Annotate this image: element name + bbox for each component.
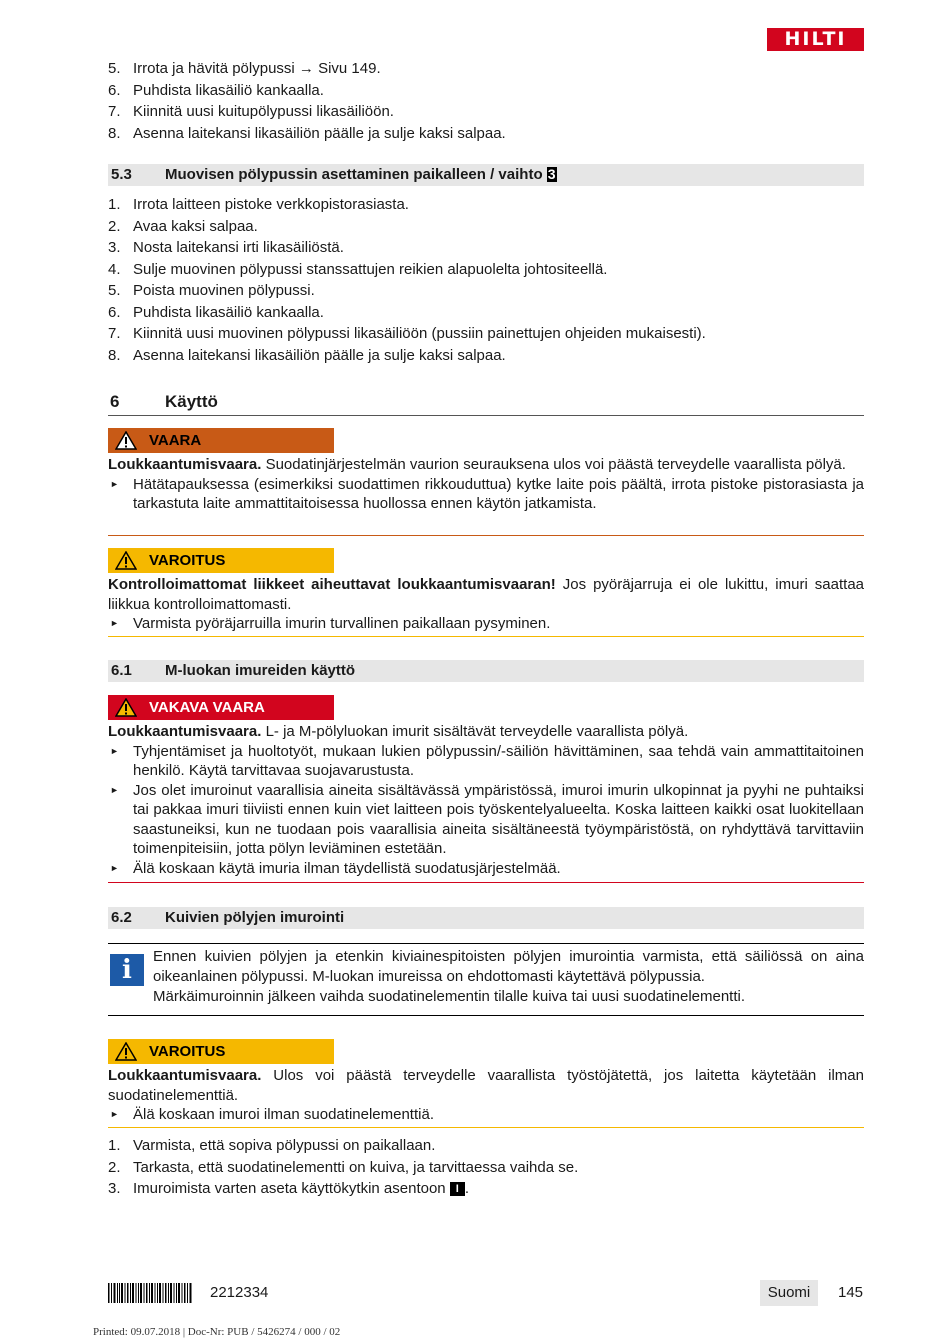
warning-body-4: Loukkaantumisvaara. Ulos voi päästä terveydelle vaarallista työstöjätettä, jos laitetta käytetään ilman suodatinelementtiä. ► Älä koskaan imuroi ilman suodatinelementtiä. xyxy=(108,1067,864,1123)
warning-body-2: Kontrolloimattomat liikkeet aiheuttavat loukkaantumisvaaran! Jos pyöräjarruja ei ole lukittu, imuri saattaa liikkua kontrolloimattomasti. ► Varmista pyöräjarruilla imurin turvallinen paikallaan pysyminen. xyxy=(108,576,865,632)
list-item: 5. Irrota ja hävitä pölypussi → Sivu 149. xyxy=(108,60,381,77)
warning-divider xyxy=(108,636,864,637)
print-info: Printed: 09.07.2018 | Doc-Nr: PUB / 5426274 / 000 / 02 xyxy=(93,1326,341,1338)
warning-body-3: Loukkaantumisvaara. L- ja M-pölyluokan imurit sisältävät terveydelle vaarallista pölyä. ► Tyhjentämiset ja huoltotyöt, mukaan lukien pölypussin/-säiliön hävittäminen, saa tehdä vain ammattitaitoinen henkilö. Käytä tarvittavaa suojavarustusta. ► Jos olet imuroinut vaarallisia aineita sisältävässä ympäristössä, imuroi imurin ulkopinnat ja pyyhi ne puhtaiksi tai pakkaa imuri tiiviisti ennen kuin viet laitteen pois työskentelyalueelta. Koska laitteen kaikki osat luokitellaan saastuneiksi, kun ne tuodaan pois vaarallisia aineita sisältäneestä työympäristöstä, on ryhdyttävä tarvittaviin toimenpiteisiin, jotta pölyn leviäminen estetään. ► Älä koskaan käytä imuria ilman täydellistä suodatusjärjestelmää. xyxy=(108,723,864,877)
section-heading-6-2: 6.2 Kuivien pölyjen imurointi xyxy=(108,907,864,929)
info-note xyxy=(108,943,864,1016)
language-label: Suomi xyxy=(760,1280,818,1306)
figure-ref-badge: 3 xyxy=(547,166,556,182)
list-item: 4. Sulje muovinen pölypussi stanssattujen reikien alapuolelta johtositeellä. xyxy=(108,260,608,278)
warning-label-serious-danger: VAKAVA VAARA xyxy=(108,695,334,720)
section-heading-6-1: 6.1 M-luokan imureiden käyttö xyxy=(108,660,864,682)
document-number: 2212334 xyxy=(210,1284,269,1301)
steps-list-5-3 xyxy=(108,194,864,366)
bullet-item: ► Älä koskaan imuroi ilman suodatinelementtiä. xyxy=(110,1106,434,1123)
page-number: 145 xyxy=(838,1284,864,1301)
warning-body-1: Loukkaantumisvaara. Suodatinjärjestelmän vaurion seurauksena ulos voi päästä terveydelle vaarallista pölyä. ► Hätätapauksessa (esimerkiksi suodattimen rikkouduttua) kytke laite pois päältä, irrota pistoke pistorasiasta ja tarkastuta laite ammattitaitoisessa huollossa ennen käytön jatkamista. xyxy=(108,456,864,512)
info-paragraph: Märkäimuroinnin jälkeen vaihda suodatinelementin tilalle kuiva tai uusi suodatinelementti. xyxy=(153,988,746,1005)
list-item: 7. Kiinnitä uusi kuitupölypussi likasäiliöön. xyxy=(108,103,394,120)
list-item: 2. Avaa kaksi salpaa. xyxy=(108,217,258,235)
warning-divider xyxy=(108,882,864,883)
warning-label-caution: VAROITUS xyxy=(108,548,334,573)
warning-triangle-icon xyxy=(115,698,137,717)
bullet-item: ► Hätätapauksessa (esimerkiksi suodattimen rikkouduttua) kytke laite pois päältä, irrota pistoke pistorasiasta ja tarkastuta laite ammattitaitoisessa huollossa ennen käytön jatkamista. xyxy=(110,475,864,512)
bullet-item: ► Jos olet imuroinut vaarallisia aineita sisältävässä ympäristössä, imuroi imurin ulkopinnat ja pyyhi ne puhtaiksi tai pakkaa imuri tiiviisti ennen kuin viet laitteen pois työskentelyalueelta. Koska laitteen kaikki osat luokitellaan saastuneiksi, kun ne tuodaan pois vaarallisia aineita sisältäneestä työympäristöstä, on ryhdyttävä tarvittaviin toimenpiteisiin, jotta pölyn leviäminen estetään. xyxy=(110,781,864,857)
list-item: 6. Puhdista likasäiliö kankaalla. xyxy=(108,81,324,99)
list-item: 7. Kiinnitä uusi muovinen pölypussi likasäiliöön (pussiin painettujen ohjeiden mukaisesti). xyxy=(108,325,706,342)
warning-triangle-icon xyxy=(115,431,137,450)
warning-label-danger: VAARA xyxy=(108,428,334,453)
warning-triangle-icon xyxy=(115,551,137,570)
steps-list-top xyxy=(108,58,864,144)
warning-divider xyxy=(108,535,864,536)
bullet-item: ► Älä koskaan käytä imuria ilman täydellistä suodatusjärjestelmää. xyxy=(110,859,561,877)
list-item: 1. Varmista, että sopiva pölypussi on paikallaan. xyxy=(108,1137,436,1154)
list-item: 5. Poista muovinen pölypussi. xyxy=(108,282,315,299)
list-item: 6. Puhdista likasäiliö kankaalla. xyxy=(108,303,324,321)
barcode-image xyxy=(108,1283,192,1303)
list-item: 2. Tarkasta, että suodatinelementti on kuiva, ja tarvittaessa vaihda se. xyxy=(108,1158,579,1176)
list-item: 3. Nosta laitekansi irti likasäiliöstä. xyxy=(108,239,344,256)
section-heading-5-3: 5.3 Muovisen pölypussin asettaminen paikalleen / vaihto 3 xyxy=(108,164,864,186)
warning-label-caution: VAROITUS xyxy=(108,1039,334,1064)
list-item: 1. Irrota laitteen pistoke verkkopistorasiasta. xyxy=(108,196,409,213)
bullet-item: ► Tyhjentämiset ja huoltotyöt, mukaan lukien pölypussin/-säiliön hävittäminen, saa tehdä vain ammattitaitoinen henkilö. Käytä tarvittavaa suojavarustusta. xyxy=(110,742,864,779)
list-item: 3. Imuroimista varten aseta käyttökytkin asentoon I . xyxy=(108,1180,469,1197)
switch-position-icon: I xyxy=(450,1182,465,1196)
bullet-item: ► Varmista pyöräjarruilla imurin turvallinen paikallaan pysyminen. xyxy=(110,615,551,632)
info-icon: i xyxy=(110,954,144,986)
warning-divider xyxy=(108,1127,864,1128)
list-item: 8. Asenna laitekansi likasäiliön päälle ja sulje kaksi salpaa. xyxy=(108,346,506,364)
steps-list-6-2 xyxy=(108,1135,864,1200)
chapter-heading-6: 6 Käyttö xyxy=(108,392,864,416)
info-paragraph: Ennen kuivien pölyjen ja etenkin kiviainespitoisten pölyjen imurointia varmista, että säiliössä on aina oikeanlainen pölypussi. M-luokan imureissa on ehdottomasti käytettävä pölypussia. xyxy=(153,948,864,985)
warning-triangle-icon xyxy=(115,1042,137,1061)
list-item: 8. Asenna laitekansi likasäiliön päälle ja sulje kaksi salpaa. xyxy=(108,124,506,142)
hilti-logo: HILTI xyxy=(767,28,864,51)
